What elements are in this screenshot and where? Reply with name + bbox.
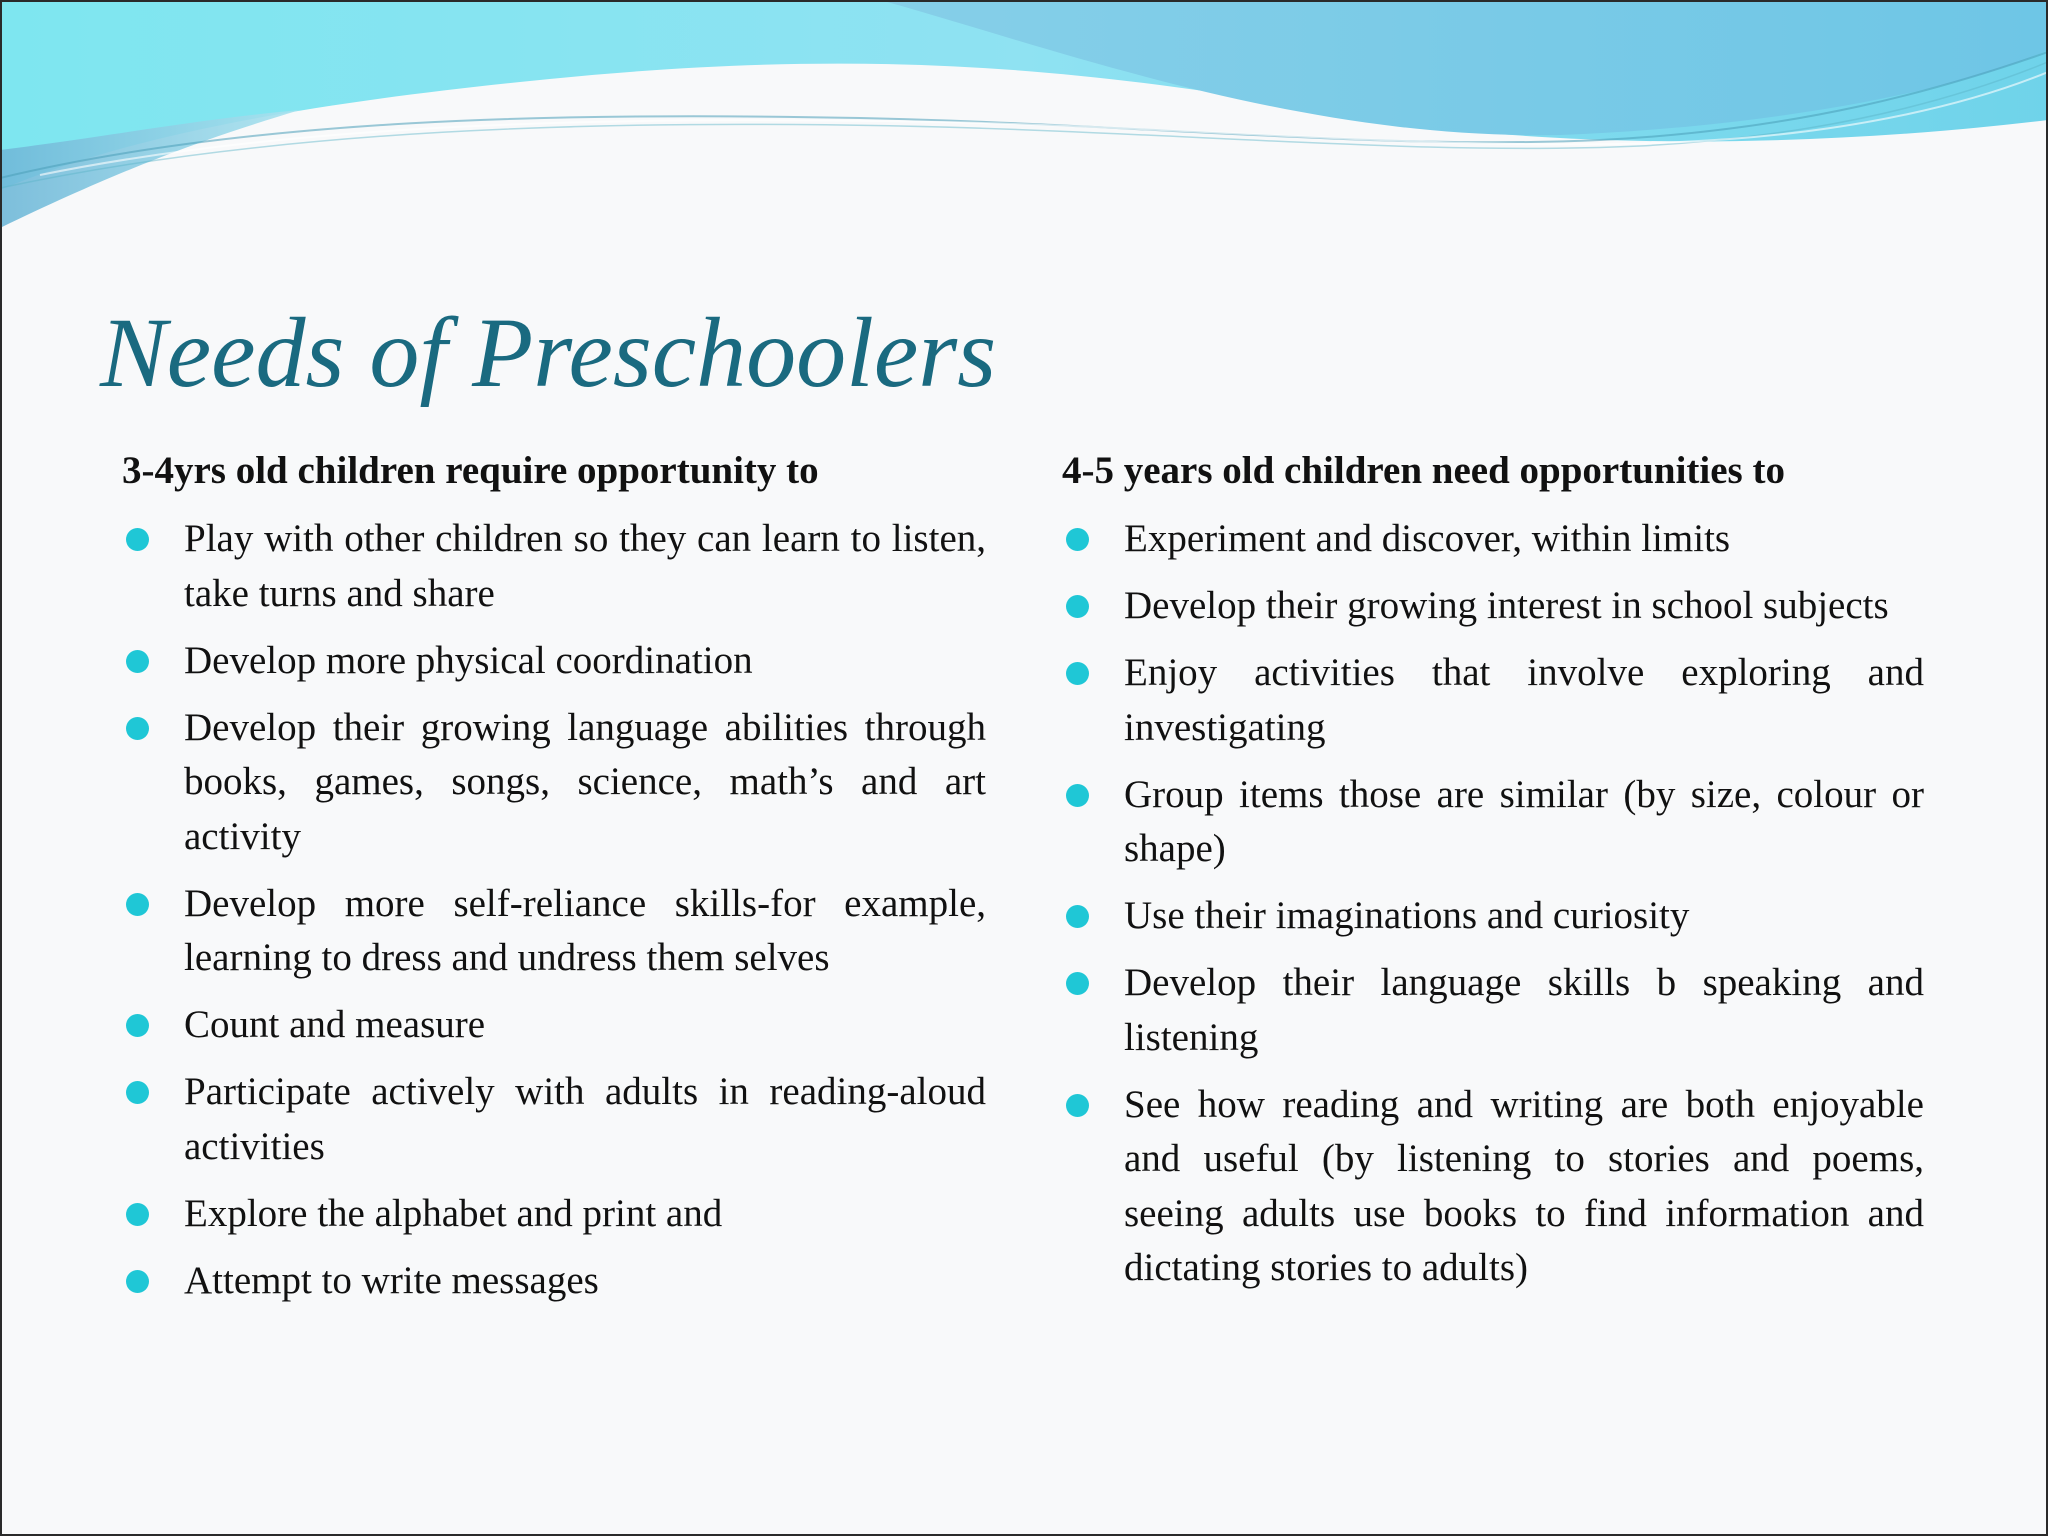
list-item-text: Develop their language skills b speaking and listening: [1124, 961, 1924, 1059]
bullet-dot-icon: [1066, 784, 1089, 807]
list-item-text: Develop more self-reliance skills-for example, learning to dress and undress them selves: [184, 881, 986, 979]
right-bullet-list: [1062, 512, 1924, 1296]
list-item: [1062, 956, 1924, 1065]
bullet-dot-icon: [126, 528, 149, 551]
bullet-dot-icon: [1066, 528, 1089, 551]
list-item-text: Develop their growing interest in school subjects: [1124, 584, 1889, 627]
bullet-dot-icon: [126, 1081, 149, 1104]
right-column-heading: 4-5 years old children need opportunities to: [1062, 449, 1785, 492]
bullet-dot-icon: [1066, 595, 1089, 618]
list-item: [1062, 1078, 1924, 1296]
bullet-dot-icon: [1066, 905, 1089, 928]
left-column: [122, 444, 986, 1321]
bullet-dot-icon: [126, 1270, 149, 1293]
list-item-text: Count and measure: [184, 1003, 486, 1046]
list-item: [1062, 768, 1924, 877]
list-item-text: Explore the alphabet and print and: [184, 1191, 723, 1235]
bullet-dot-icon: [1066, 1094, 1089, 1117]
list-item-text: See how reading and writing are both enjoyable and useful (by listening to stories and poems, seeing adults use books to find information and dictating stories to adults): [1124, 1082, 1924, 1289]
bullet-dot-icon: [1066, 972, 1089, 995]
list-item: [122, 998, 986, 1053]
list-item-text: Play with other children so they can learn to listen, take turns and share: [184, 517, 986, 615]
list-item: [122, 1254, 986, 1309]
bullet-dot-icon: [126, 893, 149, 916]
list-item-text: Experiment and discover, within limits: [1124, 517, 1731, 560]
list-item: [122, 877, 986, 986]
right-column: [1062, 444, 1924, 1308]
list-item-text: Group items those are similar (by size, colour or shape): [1124, 772, 1924, 870]
header-wave-decoration: [0, 0, 2048, 240]
bullet-dot-icon: [1066, 662, 1089, 685]
list-item: [122, 1065, 986, 1174]
list-item: [122, 634, 986, 689]
list-item-text: Develop their growing language abilities through books, games, songs, science, math’s and art activity: [184, 705, 986, 858]
list-item-text: Develop more physical coordination: [184, 638, 753, 682]
list-item-text: Enjoy activities that involve exploring and investigating: [1124, 651, 1924, 749]
list-item: [1062, 889, 1924, 944]
bullet-dot-icon: [126, 650, 149, 673]
left-bullet-list: [122, 512, 986, 1308]
list-item-text: Use their imaginations and curiosity: [1124, 894, 1690, 937]
bullet-dot-icon: [126, 1014, 149, 1037]
list-item-text: Participate actively with adults in reading-aloud activities: [184, 1070, 986, 1168]
list-item: [122, 701, 986, 865]
slide-title: Needs of Preschoolers: [100, 297, 997, 408]
list-item: [1062, 512, 1924, 567]
list-item: [1062, 646, 1924, 755]
list-item: [122, 1187, 986, 1242]
left-column-heading: 3-4yrs old children require opportunity to: [122, 449, 819, 492]
bullet-dot-icon: [126, 717, 149, 740]
list-item: [122, 512, 986, 621]
list-item: [1062, 579, 1924, 634]
list-item-text: Attempt to write messages: [184, 1258, 599, 1302]
bullet-dot-icon: [126, 1203, 149, 1226]
